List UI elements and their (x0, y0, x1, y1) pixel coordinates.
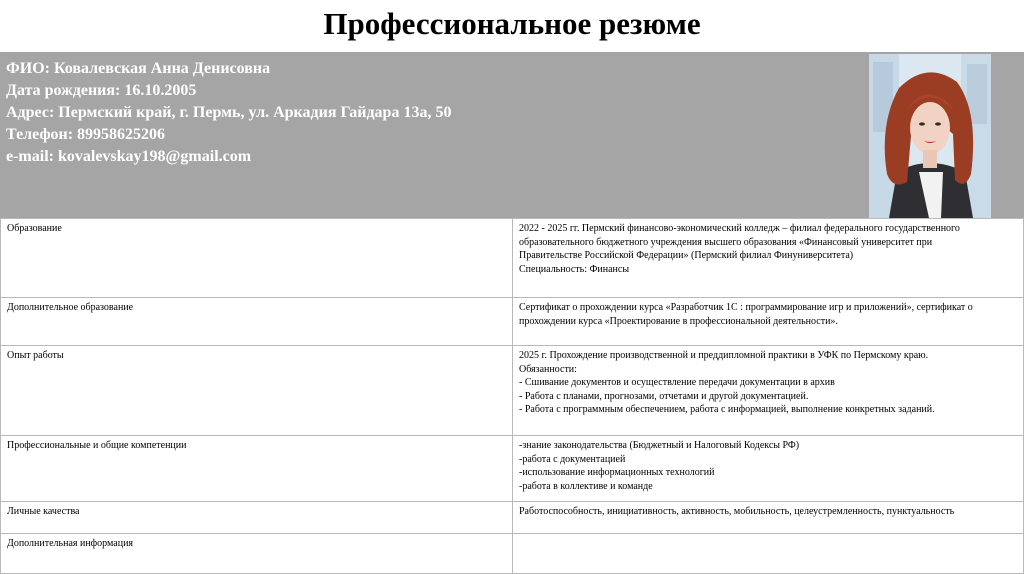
profile-photo (869, 54, 991, 218)
section-content (513, 298, 1024, 346)
section-content-line: Обязанности: (519, 363, 577, 375)
section-content (513, 502, 1024, 534)
personal-info-panel (0, 52, 1024, 218)
section-content-line: Специальность: Финансы (519, 263, 630, 275)
section-content-line: - Работа с планами, прогнозами, отчетами и другой документацией. (519, 390, 809, 402)
page-title: Профессиональное резюме (323, 6, 701, 41)
section-label: Дополнительная информация (1, 534, 513, 574)
phone: Телефон: 89958625206 (6, 126, 166, 143)
table-row (1, 219, 1024, 298)
section-label: Личные качества (1, 502, 513, 534)
section-content (513, 346, 1024, 436)
section-content-line: -использование информационных технологий (519, 467, 715, 478)
table-row (1, 298, 1024, 346)
section-content-line: Сертификат о прохождении курса «Разработчик 1С : программирование игр и приложений», сертификат о (519, 302, 973, 313)
full-name: ФИО: Ковалевская Анна Денисовна (6, 60, 271, 77)
resume-table (0, 218, 1024, 574)
section-content-line: -работа в коллективе и команде (519, 480, 653, 492)
section-content (513, 436, 1024, 502)
section-content-line: -работа с документацией (519, 453, 626, 465)
section-content-line: 2025 г. Прохождение производственной и преддипломной практики в УФК по Пермскому краю. (519, 350, 929, 361)
table-row (1, 436, 1024, 502)
section-content-line: 2022 - 2025 гг. Пермский финансово-экономический колледж – филиал федерального государственного (519, 223, 960, 234)
birth-date: Дата рождения: 16.10.2005 (6, 82, 197, 99)
section-content-line: Работоспособность, инициативность, активность, мобильность, целеустремленность, пунктуальность (519, 506, 955, 517)
section-content-line: образовательного бюджетного учреждения высшего образования «Финансовый университет при (519, 236, 933, 248)
email: e-mail: kovalevskay198@gmail.com (6, 148, 252, 165)
section-content (513, 534, 1024, 574)
section-content-line: -знание законодательства (Бюджетный и Налоговый Кодексы РФ) (519, 440, 800, 451)
section-label: Дополнительное образование (1, 298, 513, 346)
section-content-line: - Работа с программным обеспечением, работа с информацией, выполнение конкретных заданий. (519, 404, 935, 415)
section-content (513, 219, 1024, 298)
section-label: Профессиональные и общие компетенции (1, 436, 513, 502)
section-content-line: Правительстве Российской Федерации» (Пермский филиал Финуниверситета) (519, 250, 854, 261)
table-row (1, 502, 1024, 534)
section-content-line: - Сшивание документов и осуществление передачи документации в архив (519, 377, 835, 388)
table-row (1, 346, 1024, 436)
address: Адрес: Пермский край, г. Пермь, ул. Аркадия Гайдара 13а, 50 (6, 104, 452, 121)
section-content-line: прохождении курса «Проектирование в профессиональной деятельности». (519, 315, 838, 327)
personal-info-lines (6, 58, 451, 168)
section-label: Опыт работы (1, 346, 513, 436)
table-row (1, 534, 1024, 574)
section-label: Образование (1, 219, 513, 298)
